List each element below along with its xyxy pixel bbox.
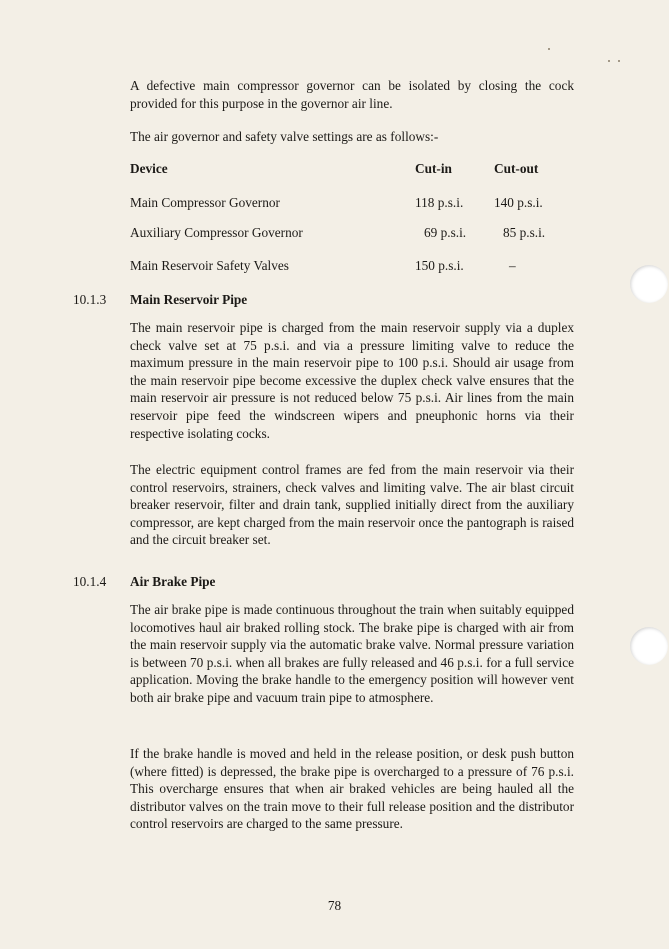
- header-cut-out: Cut-out: [494, 161, 539, 176]
- row-device: Main Compressor Governor: [130, 195, 280, 210]
- row-cut-in: 150 p.s.i.: [415, 258, 464, 273]
- section-number: 10.1.4: [73, 574, 107, 589]
- row-device: Main Reservoir Safety Valves: [130, 258, 289, 273]
- row-device: Auxiliary Compressor Governor: [130, 225, 303, 240]
- row-cut-out: 140 p.s.i.: [494, 195, 543, 210]
- punch-hole-top: [630, 265, 668, 303]
- header-device: Device: [130, 161, 168, 176]
- section-1014-paragraph-2: If the brake handle is moved and held in the release position, or desk push button (where fitted) is depressed, the brake pipe is overcharged to a pressure of 76 p.s.i. This overcharge ensures that when air braked vehicles are being hauled all the distributor valves on the train move to their full release position and the distributor control reservoirs are charged to the same pressure.: [130, 746, 574, 832]
- section-1014-paragraph-1: The air brake pipe is made continuous throughout the train when suitably equipped locomotives haul air braked rolling stock. The brake pipe is charged with air from the main reservoir supply via the automatic brake valve. Normal pressure variation is between 70 p.s.i. when all brakes are fully released and 46 p.s.i. for a full service application. Moving the brake handle to the emergency position will however vent both air brake pipe and vacuum train pipe to atmosphere.: [130, 602, 574, 705]
- paper-speck: [608, 60, 610, 62]
- paper-speck: [548, 48, 550, 50]
- section-title: Air Brake Pipe: [130, 574, 216, 589]
- row-cut-out: 85 p.s.i.: [503, 225, 546, 240]
- page-number: 78: [327, 898, 342, 913]
- section-title: Main Reservoir Pipe: [130, 292, 248, 307]
- punch-hole-bottom: [630, 627, 668, 665]
- header-cut-in: Cut-in: [415, 161, 452, 176]
- paper-speck: [618, 60, 620, 62]
- intro-paragraph-1: A defective main compressor governor can be isolated by closing the cock provided for this purpose in the governor air line.: [130, 78, 574, 111]
- intro-paragraph-2: The air governor and safety valve settings are as follows:-: [130, 129, 439, 144]
- section-1013-paragraph-2: The electric equipment control frames are fed from the main reservoir via their control reservoirs, strainers, check valves and limiting valve. The air blast circuit breaker reservoir, filter and drain tank, supplied initially direct from the auxiliary compressor, are kept charged from the main reservoir once the pantograph is raised and the circuit breaker set.: [130, 462, 574, 548]
- section-number: 10.1.3: [73, 292, 107, 307]
- section-1013-paragraph-1: The main reservoir pipe is charged from the main reservoir supply via a duplex check valve set at 75 p.s.i. and via a pressure limiting valve to reduce the maximum pressure in the main reservoir pipe to 100 p.s.i. Should air usage from the main reservoir pipe become excessive the duplex check valve ensures that the main reservoir air pressure is not reduced below 75 p.s.i. Air lines from the main reservoir pipe feed the windscreen wipers and pneuphonic horns via their respective isolating cocks.: [130, 320, 574, 441]
- row-cut-in: 69 p.s.i.: [424, 225, 467, 240]
- row-cut-out: –: [509, 258, 516, 273]
- row-cut-in: 118 p.s.i.: [415, 195, 464, 210]
